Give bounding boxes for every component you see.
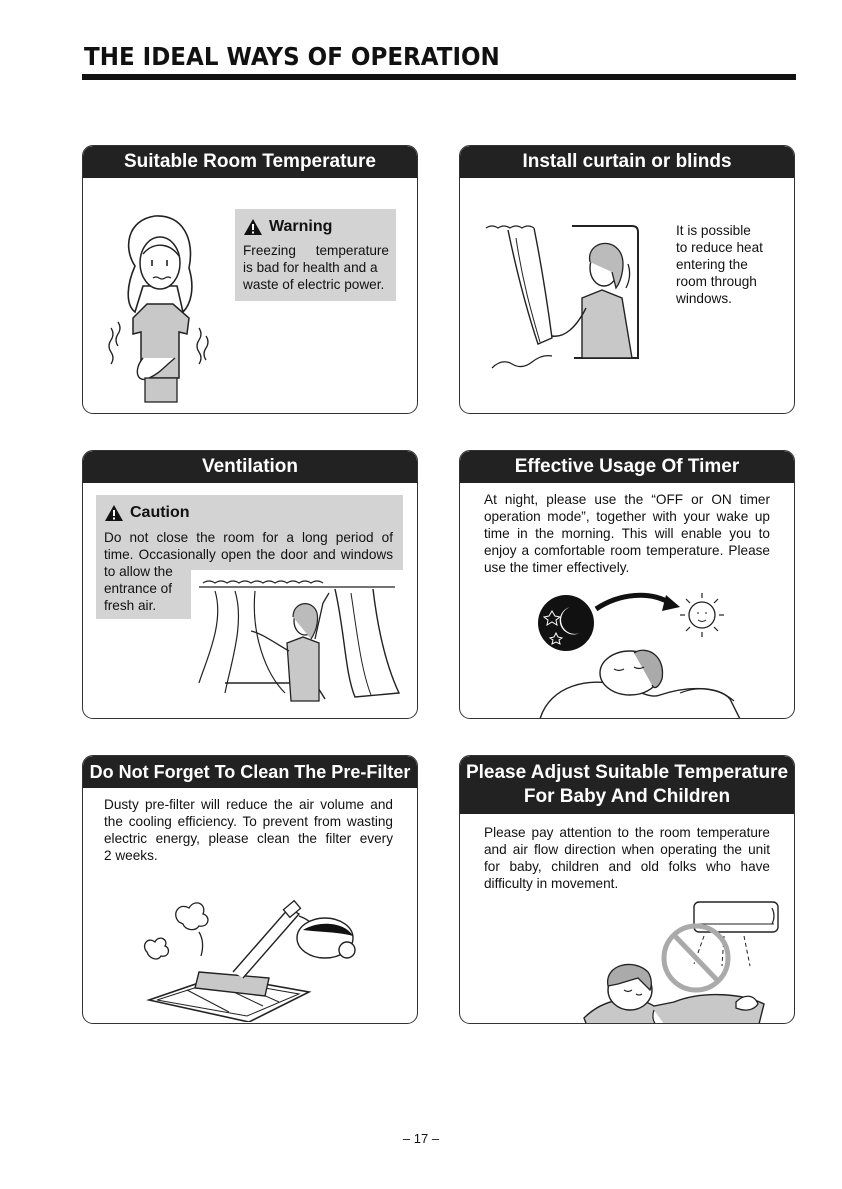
card-heading-line: Please Adjust Suitable Temperature — [465, 762, 789, 783]
card-text-line: for baby, children and old folks who have — [484, 859, 770, 874]
card-curtain — [459, 145, 795, 414]
card-text-line: Please pay attention to the room temperature — [484, 825, 770, 840]
card-ventilation — [82, 450, 418, 719]
card-heading: Effective Usage Of Timer — [460, 451, 794, 483]
card-text-line: time in the morning. This will enable you to — [484, 526, 770, 541]
card-heading: Install curtain or blinds — [460, 146, 794, 178]
window-curtain-illustration — [482, 218, 667, 378]
card-prefilter — [82, 755, 418, 1024]
card-heading: Suitable Room Temperature — [83, 146, 417, 178]
card-text-line: to reduce heat — [676, 240, 763, 255]
card-text-line: enjoy a comfortable room temperature. Please — [484, 543, 770, 558]
notice-line: entrance of — [104, 581, 173, 596]
notice-line: to allow the — [104, 564, 173, 579]
title-rule — [82, 74, 796, 80]
card-text-line: It is possible — [676, 223, 751, 238]
notice-line: Freezing temperature — [243, 243, 389, 258]
caution-label: Caution — [130, 504, 190, 521]
warning-triangle-icon — [104, 504, 124, 522]
card-text-line: windows. — [676, 291, 732, 306]
shivering-woman-illustration — [103, 208, 213, 408]
card-text-line: entering the — [676, 257, 748, 272]
notice-line: waste of electric power. — [243, 277, 385, 292]
card-text-line: difficulty in movement. — [484, 876, 619, 891]
notice-line: fresh air. — [104, 598, 157, 613]
opening-window-illustration — [195, 573, 405, 703]
card-text-line: 2 weeks. — [104, 848, 158, 863]
card-heading: Ventilation — [83, 451, 417, 483]
sleeping-person-timer-illustration — [530, 589, 750, 719]
page-number: – 17 – — [402, 1131, 440, 1146]
card-room-temperature — [82, 145, 418, 414]
vacuum-cleaner-filter-illustration — [139, 892, 359, 1022]
card-children — [459, 755, 795, 1024]
card-text-line: At night, please use the “OFF or ON timer — [484, 492, 770, 507]
card-text-line: operation mode”, together with your wake up — [484, 509, 770, 524]
card-text-line: and air flow direction when operating the unit — [484, 842, 770, 857]
card-text-line: the cooling efficiency. To prevent from wasting — [104, 814, 393, 829]
card-heading — [460, 756, 794, 814]
card-heading: Do Not Forget To Clean The Pre-Filter — [83, 756, 417, 788]
card-text-line: room through — [676, 274, 757, 289]
card-timer — [459, 450, 795, 719]
warning-label: Warning — [269, 218, 333, 235]
warning-triangle-icon — [243, 218, 263, 236]
card-text-line: electric energy, please clean the filter every — [104, 831, 393, 846]
card-heading-line: For Baby And Children — [523, 786, 731, 807]
notice-line: Do not close the room for a long period of — [104, 530, 393, 545]
card-text-line: use the timer effectively. — [484, 560, 630, 575]
card-text-line: Dusty pre-filter will reduce the air volume and — [104, 797, 393, 812]
notice-line: is bad for health and a — [243, 260, 378, 275]
page-title: THE IDEAL WAYS OF OPERATION — [84, 42, 500, 71]
notice-line: time. Occasionally open the door and windows — [104, 547, 393, 562]
warning-box — [235, 209, 396, 301]
sleeping-child-aircon-illustration — [574, 894, 784, 1024]
